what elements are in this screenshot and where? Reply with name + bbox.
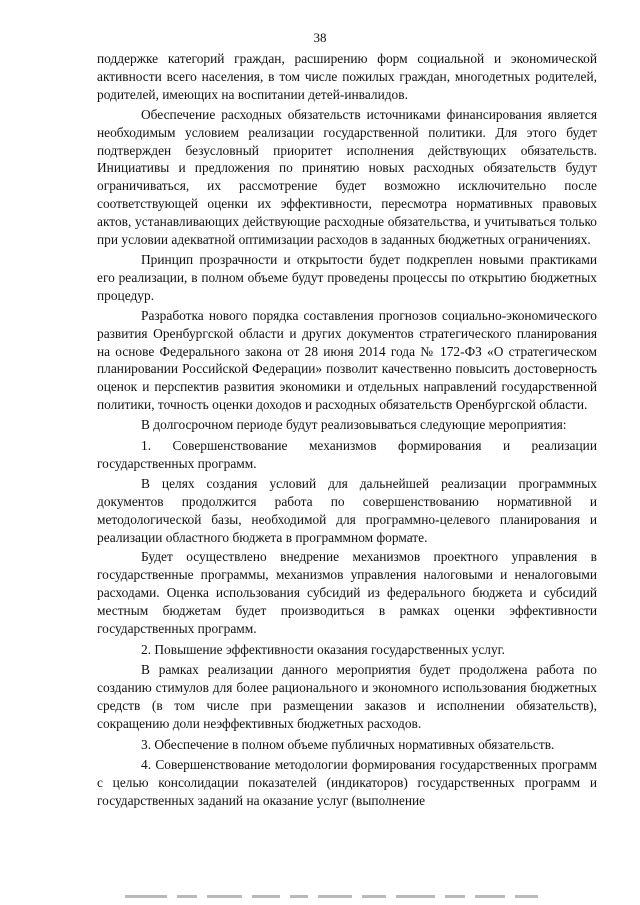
measure-4-heading: 4. Совершенствование методологии формирования государственных программ с целью консолидации показателей (индикаторов) государственных программ и государственных заданий на оказание услуг (выполнение — [97, 757, 597, 809]
paragraph-budget-efficiency: В рамках реализации данного мероприятия будет продолжена работа по созданию стимулов для более рационального и экономного использования бюджетных средств (в том числе при размещении заказов и исполнении обязательств), сокращению доли неэффективных бюджетных расходов. — [97, 661, 597, 731]
paragraph-program-documents: В целях создания условий для дальнейшей реализации программных документов продолжится работа по совершенствованию нормативной и методологической базы, необходимой для программно-целевого планирования и реализации областного бюджета в программном формате. — [97, 475, 597, 545]
paragraph-long-term-measures: В долгосрочном периоде будут реализовываться следующие мероприятия: — [141, 417, 567, 433]
document-body — [97, 50, 597, 812]
paragraph-continuation: поддержке категорий граждан, расширению форм социальной и экономической активности всего населения, в том числе пожилых граждан, многодетных родителей, родителей, имеющих на воспитании детей-инвалидов. — [97, 51, 597, 102]
paragraph-project-management: Будет осуществлено внедрение механизмов проектного управления в государственные программы, механизмов управления налоговыми и неналоговыми расходами. Оценка использования субсидий из федерального бюджета и субсидий местным бюджетам будет производиться в рамках оценки эффективности государственных программ. — [97, 549, 597, 637]
measure-3-heading: 3. Обеспечение в полном объеме публичных нормативных обязательств. — [141, 736, 555, 752]
paragraph-forecast-development: Разработка нового порядка составления прогнозов социально-экономического развития Оренбургской области и других документов стратегического планирования на основе Федерального закона от 28 июня 2014 года № 172-ФЗ «О стратегическом планировании Российской Федерации» позволит качественно повысить достоверность оценок и перспектив развития экономики и отдельных направлений государственной политики, точность оценки доходов и расходных обязательств Оренбургской области. — [97, 307, 597, 413]
measure-1-heading: 1. Совершенствование механизмов формирования и реализации государственных программ. — [97, 438, 597, 471]
page-number: 38 — [313, 30, 327, 45]
paragraph-transparency: Принцип прозрачности и открытости будет подкреплен новыми практиками его реализации, в полном объеме будут проведены процессы по открытию бюджетных процедур. — [97, 251, 597, 303]
paragraph-expenditure-obligations: Обеспечение расходных обязательств источниками финансирования является необходимым условием реализации государственной политики. Для этого будет подтвержден безусловный приоритет исполнения действующих обязательств. Инициативы и предложения по принятию новых расходных обязательств будут ограничиваться, их рассмотрение будет возможно исключительно после соответствующей оценки их эффективности, пересмотра нормативных правовых актов, устанавливающих действующие расходные обязательства, и учитываться только при условии адекватной оптимизации расходов в заданных бюджетных ограничениях. — [97, 106, 597, 248]
measure-2-heading: 2. Повышение эффективности оказания государственных услуг. — [141, 642, 505, 657]
scan-edge-artifact — [125, 892, 585, 900]
